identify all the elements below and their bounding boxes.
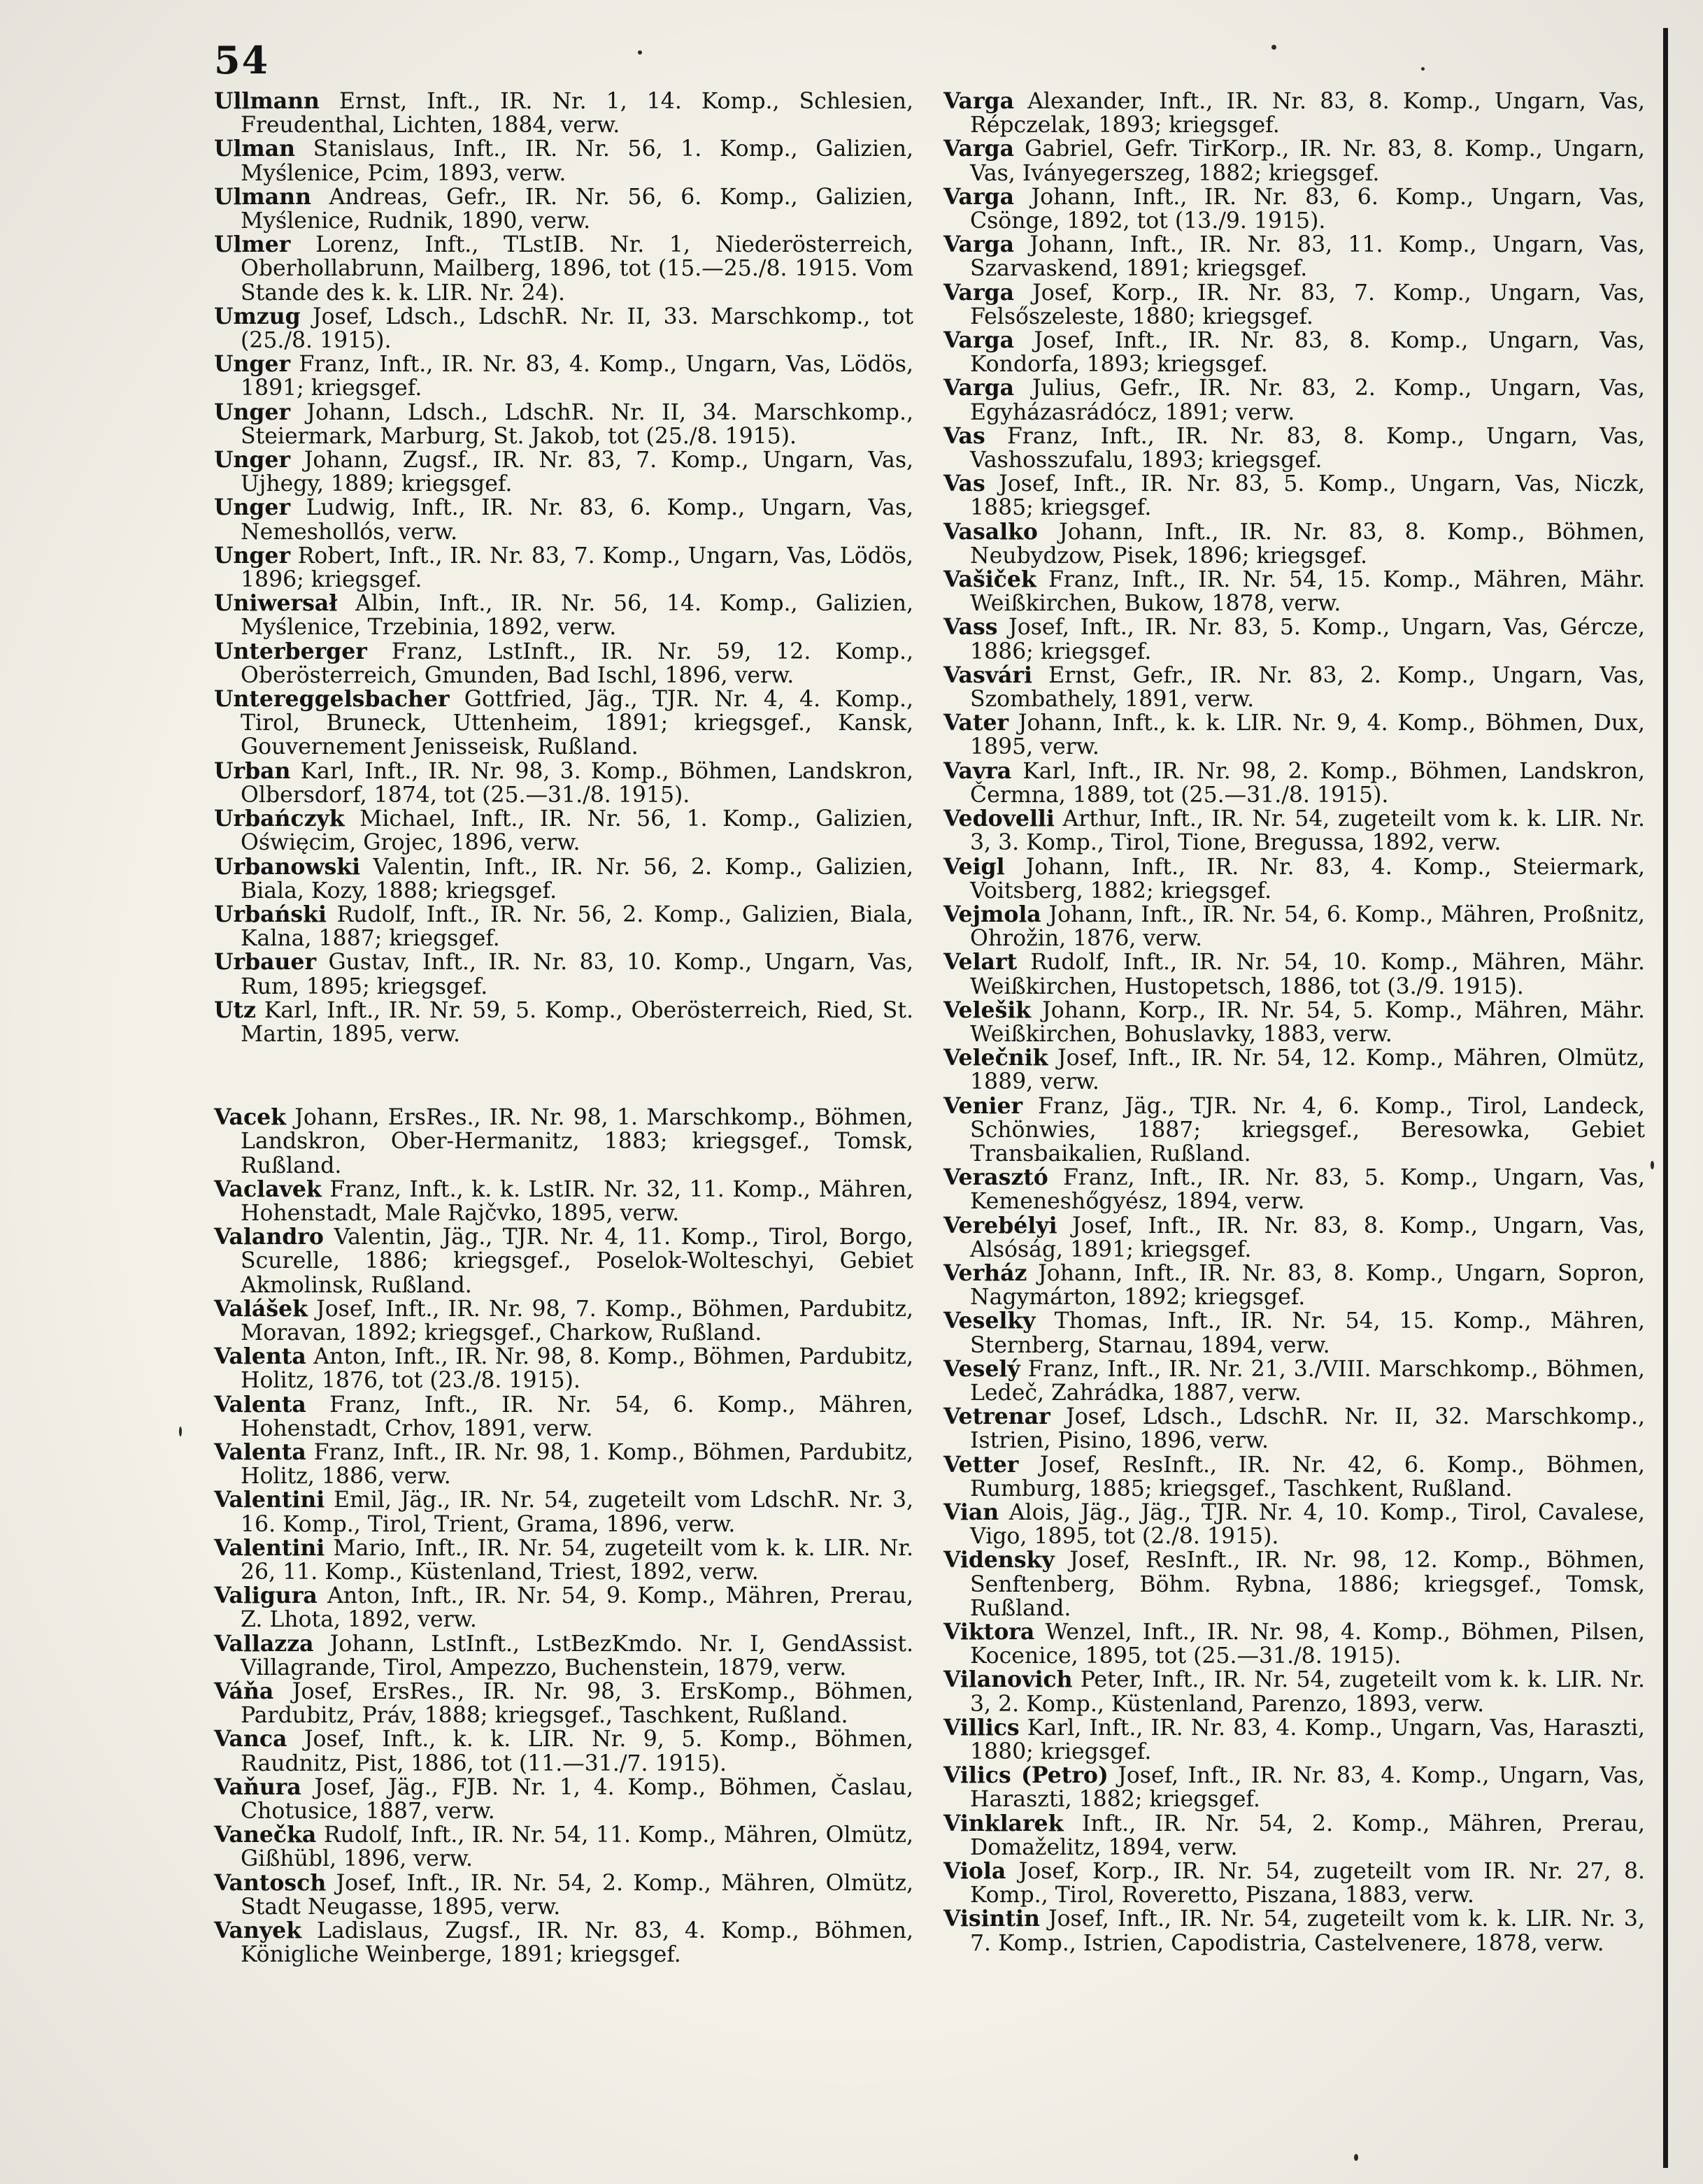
entry-details: Josef, Inft., IR. Nr. 54, 12. Komp., Mähren, Olmütz, 1889, verw.	[970, 1045, 1645, 1095]
entry-details: Johann, Inft., IR. Nr. 83, 6. Komp., Ungarn, Vas, Csönge, 1892, tot (13./9. 1915).	[970, 184, 1646, 234]
entry-surname: Valentini	[214, 1487, 325, 1513]
section-gap	[214, 1046, 913, 1106]
entry-surname: Umzug	[214, 303, 301, 329]
register-entry	[943, 711, 1645, 759]
entry-surname: Unger	[214, 447, 291, 473]
register-entry	[214, 1225, 913, 1297]
entry-details: Gabriel, Gefr. TirKorp., IR. Nr. 83, 8. Komp., Ungarn, Vas, Iványegerszeg, 1882; kriegsgef.	[970, 136, 1645, 186]
entry-surname: Veselky	[943, 1308, 1036, 1334]
entry-details: Rudolf, Inft., IR. Nr. 56, 2. Komp., Galizien, Biala, Kalna, 1887; kriegsgef.	[241, 901, 913, 952]
register-entry	[214, 1441, 913, 1488]
register-entry	[943, 855, 1645, 903]
register-entry	[214, 687, 913, 759]
entry-surname: Vašiček	[943, 566, 1036, 593]
entry-surname: Urbanowski	[214, 853, 361, 880]
entry-details: Johann, Inft., IR. Nr. 83, 4. Komp., Steiermark, Voitsberg, 1882; kriegsgef.	[970, 854, 1645, 904]
register-entry	[943, 520, 1645, 568]
entry-surname: Vasalko	[943, 518, 1038, 545]
register-entry	[943, 376, 1645, 424]
register-entry	[214, 1584, 913, 1632]
entry-surname: Visintin	[943, 1906, 1040, 1932]
entry-details: Josef, Inft., IR. Nr. 54, zugeteilt vom k. k. LIR. Nr. 3, 7. Komp., Istrien, Capodistria, Castelvenere, 1878, verw.	[970, 1906, 1645, 1956]
register-entry	[943, 1046, 1645, 1094]
entry-surname: Varga	[943, 327, 1014, 354]
entry-details: Josef, Inft., IR. Nr. 83, 4. Komp., Ungarn, Vas, Haraszti, 1882; kriegsgef.	[970, 1763, 1646, 1813]
entry-surname: Vasvári	[943, 662, 1032, 688]
register-entry	[214, 305, 913, 352]
entry-surname: Valandro	[214, 1224, 324, 1250]
register-entry	[943, 568, 1645, 615]
register-entry	[943, 1166, 1645, 1213]
register-entry	[943, 424, 1645, 472]
entry-surname: Villics	[943, 1714, 1020, 1741]
entry-surname: Utz	[214, 997, 256, 1023]
register-entry	[943, 1405, 1645, 1453]
entry-details: Arthur, Inft., IR. Nr. 54, zugeteilt vom k. k. LIR. Nr. 3, 3. Komp., Tirol, Tione, Bregussa, 1892, verw.	[970, 806, 1646, 856]
register-entry	[943, 90, 1645, 137]
entry-surname: Varga	[943, 88, 1014, 114]
entry-details: Franz, Inft., IR. Nr. 83, 4. Komp., Ungarn, Vas, Lödös, 1891; kriegsgef.	[241, 352, 913, 401]
register-entry	[214, 1773, 914, 1825]
entry-details: Alois, Jäg., Jäg., TJR. Nr. 4, 10. Komp., Tirol, Cavalese, Vigo, 1895, tot (2./8. 1915).	[970, 1499, 1645, 1550]
entries-u	[214, 90, 913, 1046]
entry-details: Albin, Inft., IR. Nr. 56, 14. Komp., Galizien, Myślenice, Trzebinia, 1892, verw.	[241, 591, 913, 641]
entry-surname: Unger	[214, 542, 291, 569]
entry-details: Josef, Inft., IR. Nr. 83, 5. Komp., Ungarn, Vas, Niczk, 1885; kriegsgef.	[970, 471, 1645, 521]
entry-details: Josef, Inft., IR. Nr. 54, 2. Komp., Mähren, Olmütz, Stadt Neugasse, 1895, verw.	[241, 1870, 914, 1920]
entry-details: Josef, ResInft., IR. Nr. 42, 6. Komp., Böhmen, Rumburg, 1885; kriegsgef., Taschkent, Rußland.	[970, 1452, 1645, 1501]
register-entry	[943, 1094, 1645, 1166]
entry-surname: Varga	[943, 136, 1014, 162]
entry-details: Johann, Zugsf., IR. Nr. 83, 7. Komp., Ungarn, Vas, Ujhegy, 1889; kriegsgef.	[241, 448, 914, 497]
register-entry	[214, 640, 913, 687]
entry-details: Josef, ResInft., IR. Nr. 98, 12. Komp., Böhmen, Senftenberg, Böhm. Rybna, 1886; kriegsgef., Tomsk, Rußland.	[970, 1548, 1645, 1621]
register-entry	[214, 1106, 913, 1178]
register-entry	[943, 329, 1645, 376]
register-entry	[943, 1357, 1645, 1405]
entry-surname: Varga	[943, 183, 1014, 210]
scan-speck	[1651, 1161, 1654, 1169]
scan-speck	[179, 1427, 182, 1436]
register-entry	[943, 472, 1645, 520]
entry-details: Mario, Inft., IR. Nr. 54, zugeteilt vom k. k. LIR. Nr. 26, 11. Komp., Küstenland, Triest, 1892, verw.	[241, 1535, 913, 1585]
entry-details: Josef, ErsRes., IR. Nr. 98, 3. ErsKomp., Böhmen, Pardubitz, Práv, 1888; kriegsgef., Taschkent, Rußland.	[241, 1679, 913, 1729]
entry-details: Johann, Korp., IR. Nr. 54, 5. Komp., Mähren, Mähr. Weißkirchen, Bohuslavky, 1883, verw.	[970, 997, 1645, 1047]
entry-surname: Valigura	[214, 1583, 318, 1609]
entry-surname: Urbańczyk	[214, 806, 345, 832]
entry-details: Johann, Inft., IR. Nr. 83, 8. Komp., Böhmen, Neubydzow, Pisek, 1896; kriegsgef.	[970, 519, 1645, 569]
register-entry	[214, 1488, 913, 1536]
entry-surname: Vavra	[943, 757, 1012, 784]
entry-details: Julius, Gefr., IR. Nr. 83, 2. Komp., Ungarn, Vas, Egyházasrádócz, 1891; verw.	[970, 376, 1645, 425]
entry-details: Johann, LstInft., LstBezKmdo. Nr. I, GendAssist. Villagrande, Tirol, Ampezzo, Buchenstein, 1879, verw.	[241, 1631, 914, 1680]
register-entry	[943, 903, 1645, 950]
entry-details: Franz, Inft., IR. Nr. 54, 15. Komp., Mähren, Mähr. Weißkirchen, Bukow, 1878, verw.	[970, 567, 1645, 617]
entry-details: Franz, Jäg., TJR. Nr. 4, 6. Komp., Tirol, Landeck, Schönwies, 1887; kriegsgef., Beresowka, Gebiet Transbaikalien, Rußland.	[970, 1093, 1646, 1166]
entry-surname: Vacek	[214, 1104, 287, 1131]
scan-speck	[1421, 67, 1425, 71]
register-entry	[943, 1716, 1645, 1764]
entries-v	[214, 1106, 913, 1967]
register-entry	[943, 1812, 1645, 1860]
right-column	[943, 90, 1645, 1955]
entry-details: Peter, Inft., IR. Nr. 54, zugeteilt vom k. k. LIR. Nr. 3, 2. Komp., Küstenland, Parenzo, 1893, verw.	[970, 1667, 1646, 1717]
register-entry	[943, 1309, 1645, 1357]
register-entry	[214, 1178, 913, 1225]
entry-details: Anton, Inft., IR. Nr. 54, 9. Komp., Mähren, Prerau, Z. Lhota, 1892, verw.	[241, 1583, 914, 1633]
entry-details: Franz, Inft., IR. Nr. 21, 3./VIII. Marschkomp., Böhmen, Ledeč, Zahrádka, 1887, verw.	[970, 1356, 1645, 1406]
register-entry	[214, 807, 913, 855]
entry-details: Ludwig, Inft., IR. Nr. 83, 6. Komp., Ungarn, Vas, Nemeshollós, verw.	[241, 495, 914, 545]
entry-details: Franz, Inft., IR. Nr. 54, 6. Komp., Mähren, Hohenstadt, Crhov, 1891, verw.	[241, 1392, 913, 1441]
entry-surname: Ullmann	[214, 88, 320, 114]
entry-surname: Unger	[214, 494, 291, 521]
entry-details: Josef, Ldsch., LdschR. Nr. II, 33. Marschkomp., tot (25./8. 1915).	[241, 304, 913, 354]
entry-details: Michael, Inft., IR. Nr. 56, 1. Komp., Galizien, Oświęcim, Grojec, 1896, verw.	[241, 806, 914, 856]
scan-speck	[1271, 45, 1276, 50]
entry-surname: Valentini	[214, 1534, 325, 1561]
register-entry	[943, 1668, 1645, 1715]
entry-details: Josef, Inft., k. k. LIR. Nr. 9, 5. Komp., Böhmen, Raudnitz, Pist, 1886, tot (11.—31./7. 1915).	[241, 1727, 913, 1776]
register-entry	[214, 233, 913, 305]
entry-details: Emil, Jäg., IR. Nr. 54, zugeteilt vom LdschR. Nr. 3, 16. Komp., Tirol, Trient, Grama, 1896, verw.	[241, 1487, 913, 1537]
entry-details: Ernst, Gefr., IR. Nr. 83, 2. Komp., Ungarn, Vas, Szombathely, 1891, verw.	[970, 662, 1646, 713]
entry-details: Andreas, Gefr., IR. Nr. 56, 6. Komp., Galizien, Myślenice, Rudnik, 1890, verw.	[241, 184, 914, 234]
register-entry	[214, 1393, 913, 1441]
register-entry	[214, 448, 913, 496]
register-entry	[214, 1536, 913, 1584]
entry-surname: Verebélyi	[943, 1212, 1057, 1239]
register-entry	[214, 1919, 913, 1967]
entry-surname: Vedovelli	[943, 806, 1055, 832]
entry-surname: Váňa	[214, 1678, 274, 1704]
entry-details: Josef, Inft., IR. Nr. 83, 8. Komp., Ungarn, Vas, Alsóság, 1891; kriegsgef.	[970, 1213, 1645, 1262]
entry-surname: Vantosch	[214, 1869, 327, 1896]
register-entry	[943, 1620, 1645, 1668]
entry-surname: Valášek	[214, 1295, 308, 1322]
entry-details: Josef, Jäg., FJB. Nr. 1, 4. Komp., Böhmen, Časlau, Chotusice, 1887, verw.	[241, 1774, 914, 1825]
entry-details: Lorenz, Inft., TLstIB. Nr. 1, Niederösterreich, Oberhollabrunn, Mailberg, 1896, tot (15.—25./8. 1915. Vom Stande des k. k. LIR. Nr. 24).	[241, 232, 913, 306]
entry-details: Johann, ErsRes., IR. Nr. 98, 1. Marschkomp., Böhmen, Landskron, Ober-Hermanitz, 1883; kriegsgef., Tomsk, Rußland.	[241, 1105, 913, 1178]
entry-surname: Vas	[943, 422, 985, 449]
register-entry	[943, 1214, 1645, 1262]
entry-surname: Viktora	[943, 1619, 1035, 1645]
scan-speck	[638, 50, 642, 55]
entry-surname: Unger	[214, 351, 291, 378]
entry-surname: Urbauer	[214, 949, 317, 976]
scan-speck	[1354, 2154, 1358, 2161]
entry-surname: Vetrenar	[943, 1404, 1050, 1430]
register-entry	[943, 1548, 1645, 1620]
entry-surname: Varga	[943, 279, 1014, 306]
register-entry	[943, 1501, 1645, 1548]
entry-details: Ernst, Inft., IR. Nr. 1, 14. Komp., Schlesien, Freudenthal, Lichten, 1884, verw.	[241, 89, 913, 138]
register-entry	[214, 544, 913, 592]
register-entry	[214, 137, 913, 185]
register-entry	[214, 950, 913, 998]
register-entry	[214, 496, 913, 543]
entry-details: Franz, Inft., IR. Nr. 83, 8. Komp., Ungarn, Vas, Vashosszufalu, 1893; kriegsgef.	[970, 423, 1645, 473]
entry-details: Josef, Inft., IR. Nr. 83, 8. Komp., Ungarn, Vas, Kondorfa, 1893; kriegsgef.	[970, 328, 1645, 378]
entry-details: Wenzel, Inft., IR. Nr. 98, 4. Komp., Böhmen, Pilsen, Kocenice, 1895, tot (25.—31./8. 1915).	[970, 1620, 1646, 1669]
entry-surname: Vanyek	[214, 1918, 302, 1944]
entry-details: Johann, Inft., k. k. LIR. Nr. 9, 4. Komp., Böhmen, Dux, 1895, verw.	[970, 711, 1645, 760]
entry-surname: Vallazza	[214, 1630, 314, 1657]
entry-details: Ladislaus, Zugsf., IR. Nr. 83, 4. Komp., Böhmen, Königliche Weinberge, 1891; kriegsgef.	[241, 1918, 914, 1968]
entry-surname: Vanečka	[214, 1822, 317, 1848]
entry-surname: Valenta	[214, 1439, 306, 1465]
register-entry	[943, 615, 1645, 663]
entries-right	[943, 90, 1645, 1955]
entry-details: Josef, Ldsch., LdschR. Nr. II, 32. Marschkomp., Istrien, Pisino, 1896, verw.	[970, 1404, 1645, 1454]
entry-details: Franz, Inft., k. k. LstIR. Nr. 32, 11. Komp., Mähren, Hohenstadt, Male Rajčvko, 1895, verw.	[241, 1176, 914, 1226]
entry-surname: Vater	[943, 710, 1009, 736]
entry-details: Josef, Inft., IR. Nr. 98, 7. Komp., Böhmen, Pardubitz, Moravan, 1892; kriegsgef., Charkow, Rußland.	[241, 1296, 913, 1346]
register-entry	[943, 1453, 1645, 1501]
entry-surname: Vilics (Petro)	[943, 1762, 1109, 1789]
entry-details: Gottfried, Jäg., TJR. Nr. 4, 4. Komp., Tirol, Bruneck, Uttenheim, 1891; kriegsgef., Kansk, Gouvernement Jenisseisk, Rußland.	[241, 687, 913, 760]
entry-surname: Varga	[943, 231, 1014, 258]
entry-surname: Verasztó	[943, 1164, 1048, 1191]
register-entry	[943, 759, 1645, 807]
entry-details: Karl, Inft., IR. Nr. 98, 3. Komp., Böhmen, Landskron, Olbersdorf, 1874, tot (25.—31./8. 1915).	[241, 758, 914, 808]
entry-details: Johann, Ldsch., LdschR. Nr. II, 34. Marschkomp., Steiermark, Marburg, St. Jakob, tot (25./8. 1915).	[241, 399, 914, 449]
entry-details: Franz, Inft., IR. Nr. 83, 5. Komp., Ungarn, Vas, Kemeneshőgyész, 1894, verw.	[970, 1165, 1645, 1215]
entry-details: Johann, Inft., IR. Nr. 54, 6. Komp., Mähren, Proßnitz, Ohrožin, 1876, verw.	[970, 901, 1646, 952]
entry-surname: Vinklarek	[943, 1810, 1064, 1836]
entry-details: Gustav, Inft., IR. Nr. 83, 10. Komp., Ungarn, Vas, Rum, 1895; kriegsgef.	[241, 950, 913, 999]
register-entry	[214, 1727, 913, 1775]
page-number: 54	[214, 38, 270, 83]
register-entry	[214, 401, 913, 448]
entry-surname: Ulmann	[214, 183, 311, 210]
register-entry	[214, 1297, 913, 1345]
entry-details: Rudolf, Inft., IR. Nr. 54, 10. Komp., Mähren, Mähr. Weißkirchen, Hustopetsch, 1886, tot (3./9. 1915).	[970, 950, 1645, 999]
register-entry	[214, 855, 913, 903]
entry-surname: Velečnik	[943, 1045, 1048, 1071]
entry-surname: Vass	[943, 614, 998, 641]
entry-details: Franz, Inft., IR. Nr. 98, 1. Komp., Böhmen, Pardubitz, Holitz, 1886, verw.	[241, 1439, 914, 1490]
register-entry	[943, 1259, 1645, 1311]
entry-details: Valentin, Inft., IR. Nr. 56, 2. Komp., Galizien, Biala, Kozy, 1888; kriegsgef.	[241, 854, 914, 904]
entry-details: Josef, Inft., IR. Nr. 83, 5. Komp., Ungarn, Vas, Gércze, 1886; kriegsgef.	[970, 615, 1645, 664]
entry-details: Thomas, Inft., IR. Nr. 54, 15. Komp., Mähren, Sternberg, Starnau, 1894, verw.	[970, 1308, 1646, 1358]
register-entry	[214, 592, 913, 639]
register-entry	[943, 664, 1645, 711]
entry-details: Johann, Inft., IR. Nr. 83, 11. Komp., Ungarn, Vas, Szarvaskend, 1891; kriegsgef.	[970, 232, 1646, 282]
entry-details: Anton, Inft., IR. Nr. 98, 8. Komp., Böhmen, Pardubitz, Holitz, 1876, tot (23./8. 1915).	[241, 1344, 913, 1394]
entry-details: Josef, Korp., IR. Nr. 83, 7. Komp., Ungarn, Vas, Felsőszeleste, 1880; kriegsgef.	[970, 280, 1645, 329]
register-entry	[214, 999, 913, 1046]
entry-surname: Untereggelsbacher	[214, 686, 450, 713]
entry-details: Valentin, Jäg., TJR. Nr. 4, 11. Komp., Tirol, Borgo, Scurelle, 1886; kriegsgef., Poselok-Wolteschyi, Gebiet Akmolinsk, Rußland.	[241, 1225, 913, 1298]
register-entry	[214, 1680, 913, 1727]
entry-details: Robert, Inft., IR. Nr. 83, 7. Komp., Ungarn, Vas, Lödös, 1896; kriegsgef.	[241, 543, 913, 593]
entry-surname: Urbański	[214, 901, 327, 927]
register-entry	[943, 281, 1645, 329]
entry-surname: Valenta	[214, 1391, 306, 1418]
register-entry	[214, 352, 913, 400]
entry-details: Josef, Korp., IR. Nr. 54, zugeteilt vom IR. Nr. 27, 8. Komp., Tirol, Roveretto, Piszana, 1883, verw.	[970, 1859, 1646, 1908]
entry-surname: Vaňura	[214, 1773, 301, 1800]
entry-details: Rudolf, Inft., IR. Nr. 54, 11. Komp., Mähren, Olmütz, Gißhübl, 1896, verw.	[241, 1822, 914, 1872]
register-entry	[943, 999, 1645, 1046]
entry-surname: Unger	[214, 399, 291, 425]
entry-surname: Veselý	[943, 1355, 1020, 1382]
entry-details: Karl, Inft., IR. Nr. 59, 5. Komp., Oberösterreich, Ried, St. Martin, 1895, verw.	[241, 997, 913, 1047]
entry-surname: Vejmola	[943, 901, 1041, 927]
register-entry	[214, 1823, 913, 1871]
register-entry	[943, 1860, 1645, 1907]
register-entry	[214, 903, 913, 950]
entry-surname: Vas	[943, 471, 985, 497]
entry-surname: Viola	[943, 1858, 1006, 1885]
entry-surname: Venier	[943, 1092, 1023, 1119]
entry-surname: Velešik	[943, 997, 1032, 1023]
register-entry	[214, 1632, 913, 1680]
entry-details: Inft., IR. Nr. 54, 2. Komp., Mähren, Prerau, Domaželitz, 1894, verw.	[970, 1811, 1645, 1860]
register-entry	[943, 950, 1645, 998]
register-entry	[214, 1345, 913, 1392]
entry-surname: Urban	[214, 757, 291, 784]
entry-details: Johann, Inft., IR. Nr. 83, 8. Komp., Ungarn, Sopron, Nagymárton, 1892; kriegsgef.	[970, 1260, 1645, 1311]
register-entry	[943, 1907, 1645, 1955]
left-column	[214, 90, 913, 1967]
page-edge-rule	[1663, 28, 1668, 2168]
register-entry	[214, 90, 913, 137]
entry-surname: Velart	[943, 949, 1018, 976]
entry-surname: Vanca	[214, 1726, 287, 1753]
entry-surname: Vidensky	[943, 1547, 1055, 1573]
entry-details: Stanislaus, Inft., IR. Nr. 56, 1. Komp., Galizien, Myślenice, Pcim, 1893, verw.	[241, 136, 913, 186]
entry-surname: Verház	[943, 1259, 1027, 1286]
entry-surname: Ulman	[214, 136, 296, 162]
entry-surname: Vaclavek	[214, 1176, 322, 1202]
entry-surname: Veigl	[943, 853, 1005, 880]
entry-details: Karl, Inft., IR. Nr. 98, 2. Komp., Böhmen, Landskron, Čermna, 1889, tot (25.—31./8. 1915).	[970, 758, 1646, 808]
entry-surname: Vilanovich	[943, 1666, 1073, 1693]
register-entry	[214, 759, 913, 807]
register-entry	[943, 1764, 1645, 1811]
entry-surname: Vian	[943, 1499, 999, 1525]
register-entry	[943, 137, 1645, 185]
entry-details: Franz, LstInft., IR. Nr. 59, 12. Komp., Oberösterreich, Gmunden, Bad Ischl, 1896, verw.	[241, 638, 913, 688]
entry-surname: Uniwersał	[214, 590, 338, 617]
entry-surname: Varga	[943, 375, 1014, 401]
entry-surname: Valenta	[214, 1343, 306, 1370]
entry-surname: Vetter	[943, 1451, 1019, 1478]
register-entry	[214, 1871, 913, 1919]
entry-details: Karl, Inft., IR. Nr. 83, 4. Komp., Ungarn, Vas, Haraszti, 1880; kriegsgef.	[970, 1715, 1645, 1765]
entry-surname: Unterberger	[214, 638, 367, 664]
register-entry	[943, 233, 1645, 280]
register-entry	[943, 807, 1645, 855]
register-entry	[943, 185, 1645, 233]
entry-details: Alexander, Inft., IR. Nr. 83, 8. Komp., Ungarn, Vas, Répczelak, 1893; kriegsgef.	[970, 89, 1645, 138]
register-entry	[214, 185, 913, 233]
entry-surname: Ulmer	[214, 231, 291, 258]
